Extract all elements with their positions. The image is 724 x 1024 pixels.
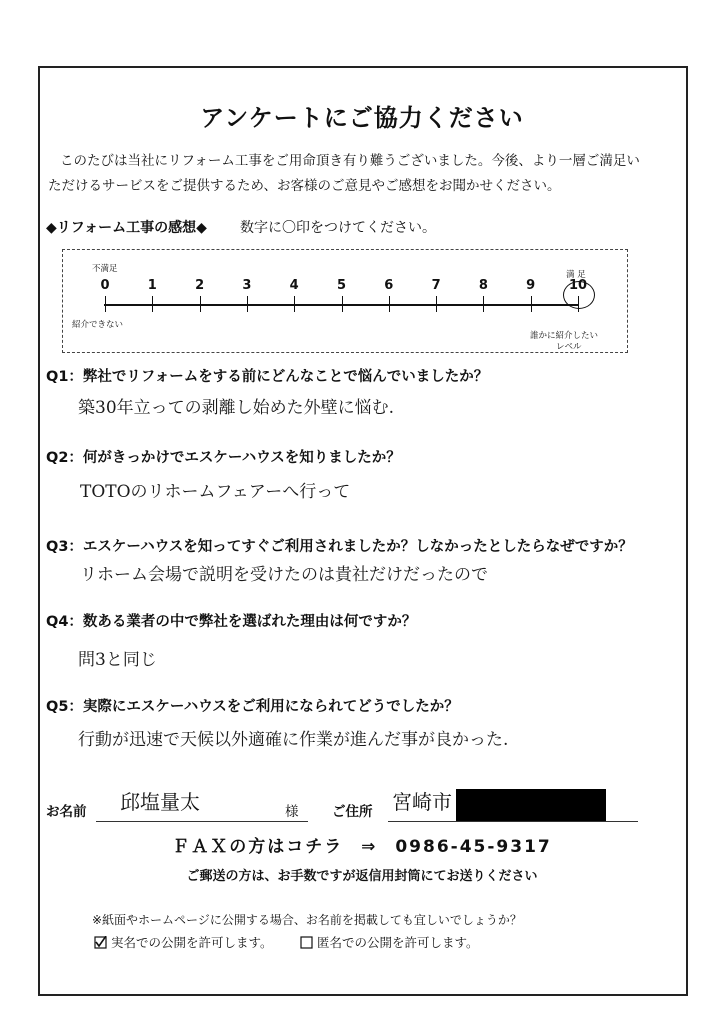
answer-5: 行動が迅速で天候以外適確に作業が進んだ事が良かった. (78, 730, 509, 750)
checked-checkbox-icon (94, 936, 107, 949)
scale-label-5: 5 (336, 278, 347, 293)
scale-left-bottom-label: 紹介できない (72, 320, 124, 330)
scale-tick-8 (483, 296, 484, 312)
scale-tick-5 (342, 296, 343, 312)
scale-tick-6 (389, 296, 390, 312)
question-3: Q3：エスケーハウスを知ってすぐご利用されましたか？しなかったとしたらなぜですか？ (46, 539, 633, 555)
option-anon-label: 匿名での公開を許可します。 (316, 935, 479, 950)
question-5: Q5：実際にエスケーハウスをご利用になられてどうでしたか？ (46, 699, 459, 715)
scale-label-1: 1 (147, 278, 157, 293)
question-2: Q2：何がきっかけでエスケーハウスを知りましたか？ (46, 450, 401, 466)
redaction-box (456, 789, 606, 822)
selected-rating-circle (563, 281, 595, 309)
scale-label-3: 3 (242, 278, 252, 293)
scale-label-2: 2 (195, 278, 205, 293)
checkbox-icon (300, 936, 313, 949)
address-underline (388, 821, 638, 822)
mail-note: ご郵送の方は、お手数ですが返信用封筒にてお送りください (186, 869, 538, 884)
arrow-icon: ⇒ (361, 837, 378, 857)
address-value: 宮崎市 (392, 790, 452, 814)
scale-right-bottom-label-2: レベル (556, 342, 582, 352)
answer-3: リホーム会場で説明を受けたのは貴社だけだったので (80, 565, 488, 585)
honorific: 様 (285, 804, 299, 820)
question-4: Q4：数ある業者の中で弊社を選ばれた理由は何ですか？ (46, 614, 417, 630)
name-value: 邱塩量太 (120, 790, 200, 814)
answer-2: TOTOのリホームフェアーへ行って (80, 482, 351, 502)
scale-label-4: 4 (289, 278, 299, 293)
scale-label-7: 7 (431, 278, 441, 293)
question-1: Q1：弊社でリフォームをする前にどんなことで悩んでいましたか？ (46, 369, 489, 385)
scale-left-top-label: 不満足 (92, 264, 118, 274)
scale-tick-7 (436, 296, 437, 312)
scale-tick-0 (105, 296, 106, 312)
publication-note: ※紙面やホームページに公開する場合、お名前を掲載しても宜しいでしょうか？ (92, 913, 522, 927)
fax-line (0, 832, 724, 857)
scale-label-10: 10 (568, 278, 588, 293)
scale-tick-2 (200, 296, 201, 312)
rating-heading: ◆リフォーム工事の感想◆ (46, 220, 207, 236)
scale-tick-9 (531, 296, 532, 312)
option-real-label: 実名での公開を許可します。 (110, 935, 273, 950)
rating-instruction: 数字に〇印をつけてください。 (240, 220, 436, 236)
name-underline (96, 821, 308, 822)
scale-right-top-label: 満 足 (566, 270, 586, 280)
survey-title: アンケートにご協力ください (200, 104, 524, 132)
option-anonymous[interactable] (300, 933, 479, 951)
scale-right-bottom-label-1: 誰かに紹介したい (530, 331, 599, 341)
scale-label-9: 9 (526, 278, 536, 293)
scale-label-8: 8 (478, 278, 488, 293)
scale-tick-3 (247, 296, 248, 312)
intro-line-2: ただけるサービスをご提供するため、お客様のご意見やご感想をお聞かせください。 (48, 178, 561, 194)
name-label: お名前 (46, 804, 87, 820)
scale-tick-1 (152, 296, 153, 312)
fax-number: 0986-45-9317 (395, 837, 552, 857)
answer-4: 問3と同じ (78, 650, 157, 670)
answer-1: 築30年立っての剥離し始めた外壁に悩む. (78, 398, 395, 418)
scale-tick-4 (294, 296, 295, 312)
fax-label: ＦＡＸの方はコチラ (172, 837, 344, 857)
intro-line-1: このたびは当社にリフォーム工事をご用命頂き有り難うございました。今後、より一層ご満足い (60, 153, 640, 169)
scale-label-0: 0 (100, 278, 110, 293)
option-real-name[interactable] (94, 933, 273, 951)
address-label: ご住所 (332, 804, 373, 820)
scale-label-6: 6 (384, 278, 394, 293)
